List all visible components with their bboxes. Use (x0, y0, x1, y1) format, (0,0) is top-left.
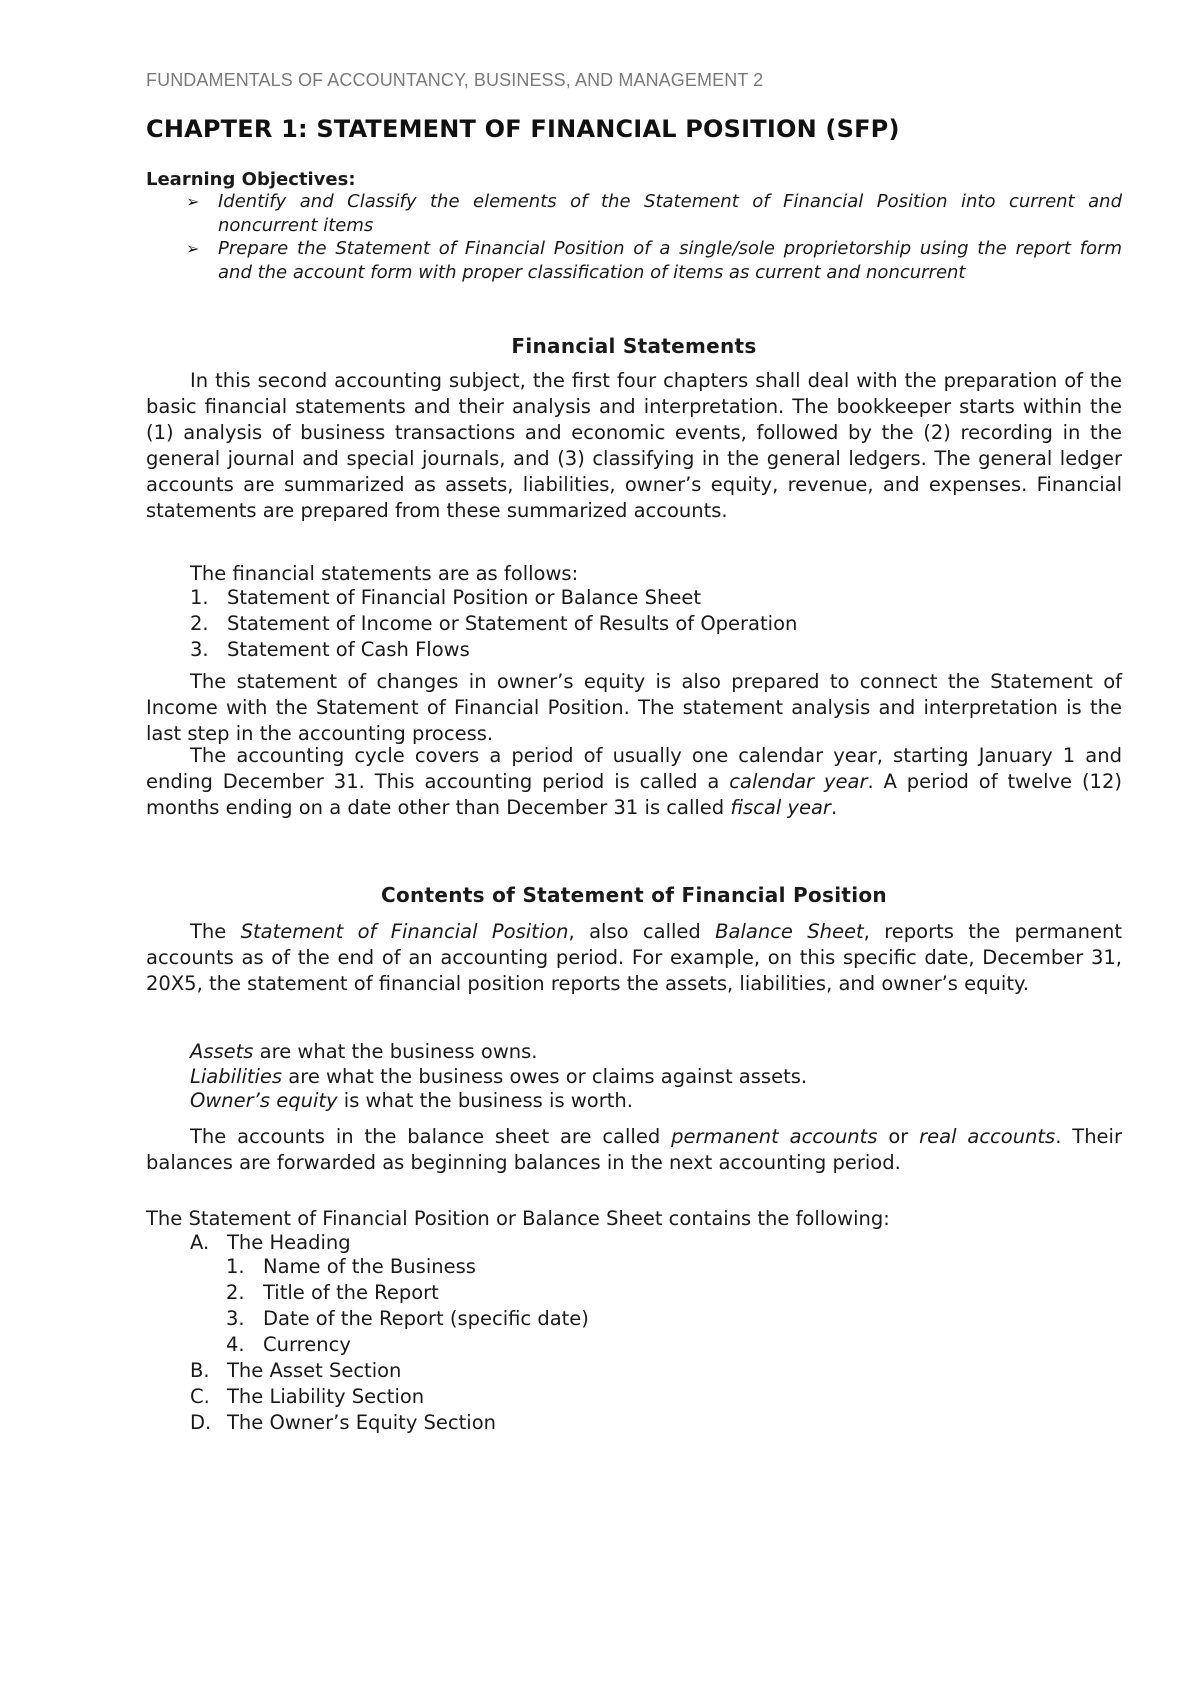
sfp-contains-intro: The Statement of Financial Position or Balance Sheet contains the following: (146, 1207, 890, 1230)
list-item: 3. Date of the Report (specific date) (226, 1307, 589, 1330)
list-item: 2. Title of the Report (226, 1281, 439, 1304)
document-header: FUNDAMENTALS OF ACCOUNTANCY, BUSINESS, AND MANAGEMENT 2 (146, 70, 764, 90)
list-item: A. The Heading (190, 1231, 351, 1254)
list-item: 1. Name of the Business (226, 1255, 476, 1278)
changes-in-equity-paragraph: The statement of changes in owner’s equity is also prepared to connect the Statement of Income with the Statement of Financial Position. The statement analysis and interpretation is the last step in the accounting process. (146, 670, 1122, 745)
sfp-sections-list-a (190, 1230, 351, 1256)
chapter-title: CHAPTER 1: STATEMENT OF FINANCIAL POSITION (SFP) (146, 115, 900, 143)
learning-objective-item (186, 190, 1122, 237)
permanent-accounts-paragraph: The accounts in the balance sheet are called permanent accounts or real accounts. Their balances are forwarded as beginning balances in the next accounting period. (146, 1125, 1122, 1174)
learning-objective-text: Prepare the Statement of Financial Position of a single/sole proprietorship using the report form and the account form with proper classification of items as current and noncurrent (218, 238, 1122, 283)
section-title-contents-sfp: Contents of Statement of Financial Position (381, 883, 887, 907)
definition-owners-equity: Owner’s equity is what the business is worth. (190, 1089, 633, 1112)
section-title-financial-statements: Financial Statements (511, 334, 757, 358)
list-item: B. The Asset Section (190, 1359, 402, 1382)
list-item: 1. Statement of Financial Position or Balance Sheet (190, 586, 702, 609)
definition-assets: Assets are what the business owns. (190, 1040, 538, 1063)
arrow-bullet-icon: ➢ (186, 239, 200, 258)
sfp-intro-paragraph: The Statement of Financial Position, also called Balance Sheet, reports the permanent accounts as of the end of an accounting period. For example, on this specific date, December 31, 20X5, the statement of financial position reports the assets, liabilities, and owner’s equity. (146, 920, 1122, 995)
list-item: 4. Currency (226, 1333, 351, 1356)
list-item: 3. Statement of Cash Flows (190, 638, 470, 661)
financial-statements-list (190, 585, 797, 663)
list-item: 2. Statement of Income or Statement of Results of Operation (190, 612, 798, 635)
accounting-cycle-paragraph: The accounting cycle covers a period of usually one calendar year, starting January 1 and ending December 31. This accounting period is called a calendar year. A period of twelve (12) months ending on a date other than December 31 is called fiscal year. (146, 744, 1122, 819)
financial-statements-list-intro: The financial statements are as follows: (190, 562, 579, 585)
learning-objective-text: Identify and Classify the elements of the Statement of Financial Position into current and noncurrent items (218, 191, 1122, 236)
list-item: D. The Owner’s Equity Section (190, 1411, 497, 1434)
heading-items-list (226, 1254, 589, 1358)
arrow-bullet-icon: ➢ (186, 192, 200, 211)
sfp-sections-list-bcd (190, 1358, 496, 1436)
learning-objective-item (186, 237, 1122, 284)
financial-statements-intro: In this second accounting subject, the first four chapters shall deal with the preparation of the basic financial statements and their analysis and interpretation. The bookkeeper starts within the (1) analysis of business transactions and economic events, followed by the (2) recording in the general journal and special journals, and (3) classifying in the general ledgers. The general ledger accounts are summarized as assets, liabilities, owner’s equity, revenue, and expenses. Financial statements are prepared from these summarized accounts. (146, 369, 1122, 522)
list-item: C. The Liability Section (190, 1385, 425, 1408)
definition-liabilities: Liabilities are what the business owes or claims against assets. (190, 1065, 808, 1088)
learning-objectives-title: Learning Objectives: (146, 169, 356, 190)
learning-objectives-list (186, 190, 1122, 284)
